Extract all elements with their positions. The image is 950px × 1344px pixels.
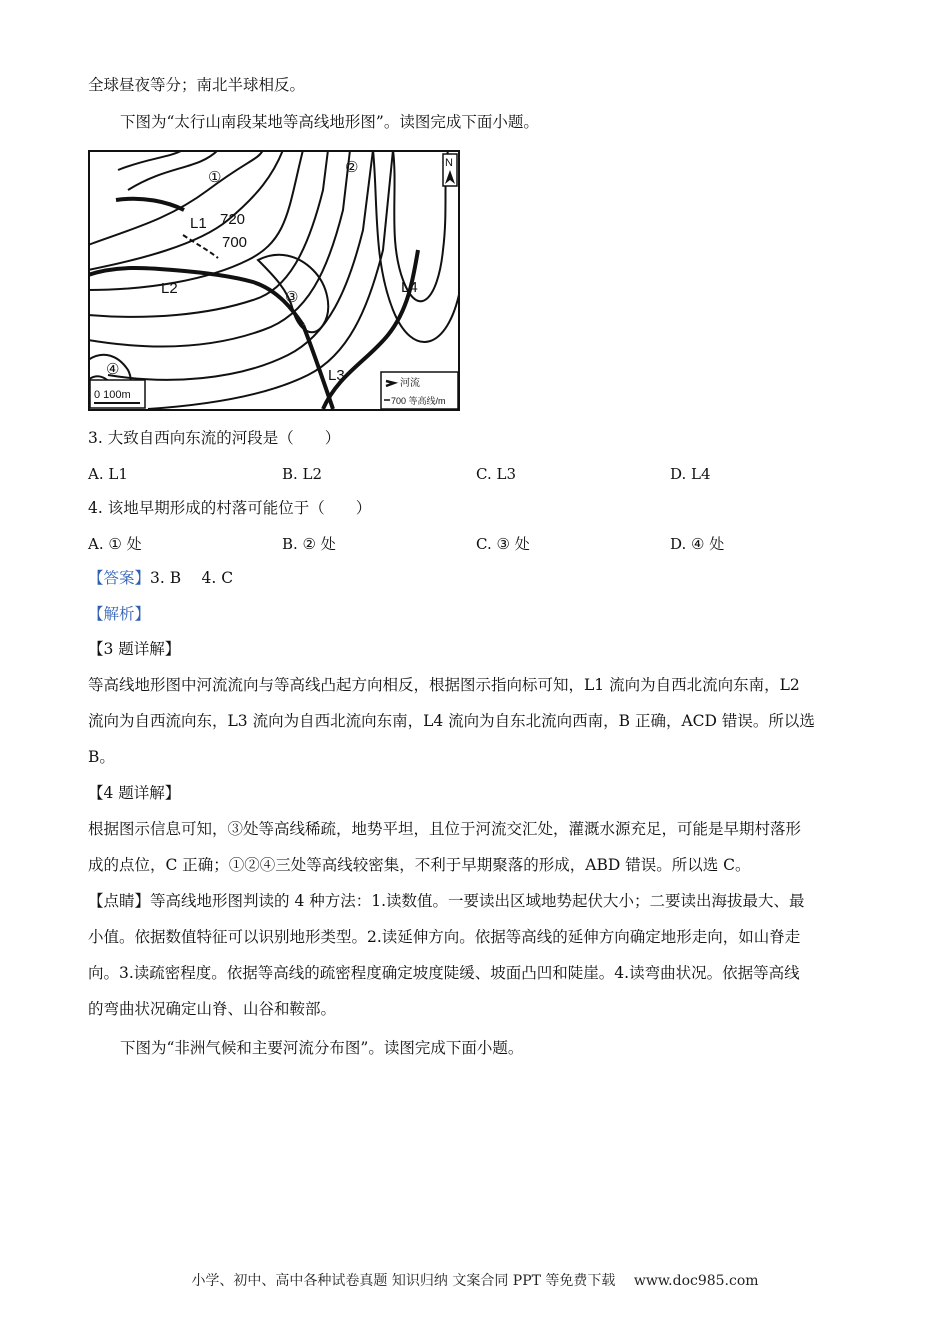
detail4-heading: 【4 题详解】 [88,784,181,802]
contour-map [88,150,460,411]
contour-label-720: 720 [220,211,246,228]
q3-option-b: B. L2 [282,465,323,483]
river-label-l2: L2 [161,280,178,297]
circle-label-2: ② [345,159,359,176]
detail3-line: B。 [88,748,115,766]
legend-contour: 700 等高线/m [391,396,446,406]
tip-line: 向。3.读疏密程度。依据等高线的疏密程度确定坡度陡缓、坡面凸凹和陡崖。4.读弯曲状况。依据等高线 [88,964,800,982]
detail4-line: 成的点位，C 正确；①②④三处等高线较密集，不利于早期聚落的形成，ABD 错误。所以选 C。 [88,856,751,874]
q3-option-d: D. L4 [670,465,711,483]
question-stem-map: 下图为“太行山南段某地等高线地形图”。读图完成下面小题。 [120,113,539,131]
scale-label: 0 100m [94,389,131,401]
tip-line: 小值。依据数值特征可以识别地形类型。2.读延伸方向。依据等高线的延伸方向确定地形走向，如山脊走 [88,928,801,946]
circle-label-4: ④ [106,361,120,378]
tip-tag: 【点睛】 [88,892,151,910]
analysis-tag: 【解析】 [88,605,151,623]
legend-river: 河流 [400,378,420,389]
page-footer: 小学、初中、高中各种试卷真题 知识归纳 文案合同 PPT 等免费下载 www.doc985.com [191,1273,759,1289]
map-legend [381,372,458,409]
tip-line [88,890,805,912]
tip-line: 的弯曲状况确定山脊、山谷和鞍部。 [88,1000,337,1018]
tip-text: 等高线地形图判读的 4 种方法：1.读数值。一要读出区域地势起伏大小；二要读出海拔最大、最 [150,892,805,910]
detail3-line: 等高线地形图中河流流向与等高线凸起方向相反，根据图示指向标可知，L1 流向为自西北流向东南，L2 [88,676,800,694]
q4-option-a: A. ① 处 [88,535,142,553]
scale-bar [90,380,145,408]
q4-option-d: D. ④ 处 [670,535,725,553]
river-label-l4: L4 [401,279,418,296]
detail3-heading: 【3 题详解】 [88,640,181,658]
q4-option-c: C. ③ 处 [476,535,530,553]
circle-label-1: ① [208,169,222,186]
intro-line: 全球昼夜等分；南北半球相反。 [88,76,306,94]
answer-text: 3. B 4. C [150,569,234,587]
contour-label-700: 700 [222,234,248,251]
north-label: N [445,157,453,169]
answer-tag: 【答案】 [88,569,151,587]
question-stem-africa: 下图为“非洲气候和主要河流分布图”。读图完成下面小题。 [120,1039,524,1057]
answer-line [88,567,233,589]
river-label-l1: L1 [190,215,207,232]
detail4-line: 根据图示信息可知，③处等高线稀疏，地势平坦，且位于河流交汇处，灌溉水源充足，可能是早期村落形 [88,820,802,838]
detail3-line: 流向为自西流向东，L3 流向为自西北流向东南，L4 流向为自东北流向西南，B 正确，ACD 错误。所以选 [88,712,815,730]
q3-stem: 3. 大致自西向东流的河段是（ ） [88,429,341,447]
q4-stem: 4. 该地早期形成的村落可能位于（ ） [88,499,372,517]
q4-option-b: B. ② 处 [282,535,336,553]
north-arrow-icon [443,154,457,186]
q3-option-a: A. L1 [88,465,128,483]
q3-option-c: C. L3 [476,465,516,483]
circle-label-3: ③ [285,289,299,306]
river-label-l3: L3 [328,367,345,384]
